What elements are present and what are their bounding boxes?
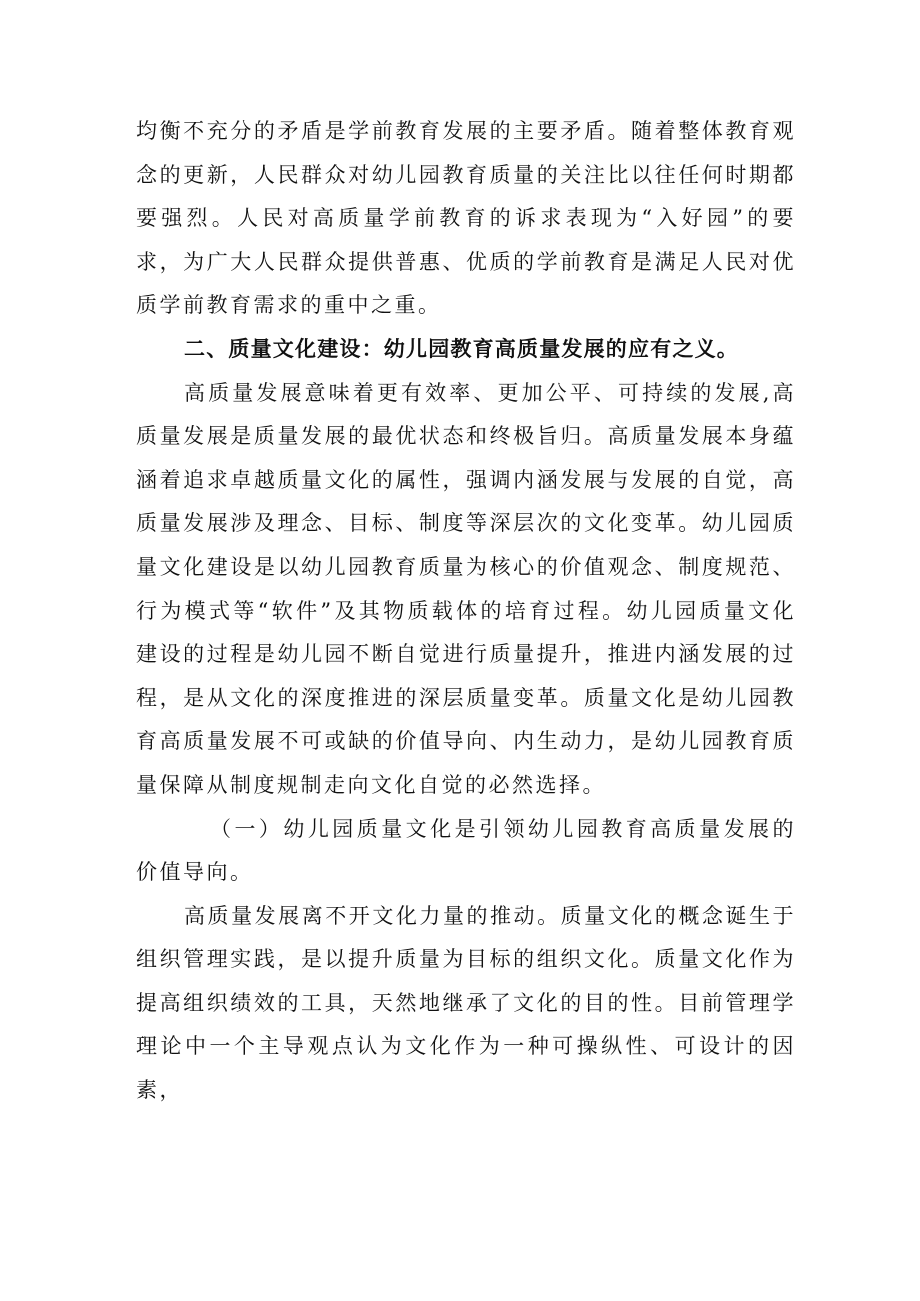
paragraph-continuation: 均衡不充分的矛盾是学前教育发展的主要矛盾。随着整体教育观念的更新，人民群众对幼儿园教育质量的关注比以往任何时期都要强烈。人民对高质量学前教育的诉求表现为“入好园”的要求，为广大人民群众提供普惠、优质的学前教育是满足人民对优质学前教育需求的重中之重。 — [136, 119, 796, 318]
body-paragraph: 高质量发展意味着更有效率、更加公平、可持续的发展,高质量发展是质量发展的最优状态和终极旨归。高质量发展本身蕴涵着追求卓越质量文化的属性，强调内涵发展与发展的自觉，高质量发展涉及理念、目标、制度等深层次的文化变革。幼儿园质量文化建设是以幼儿园教育质量为核心的价值观念、制度规范、行为模式等“软件”及其物质载体的培育过程。幼儿园质量文化建设的过程是幼儿园不断自觉进行质量提升，推进内涵发展的过程，是从文化的深度推进的深层质量变革。质量文化是幼儿园教育高质量发展不可或缺的价值导向、内生动力，是幼儿园教育质量保障从制度规制走向文化自觉的必然选择。 — [136, 380, 796, 797]
subsection-heading: （一）幼儿园质量文化是引领幼儿园教育高质量发展的价值导向。 — [136, 816, 796, 885]
document-body — [136, 110, 796, 1113]
body-paragraph: 高质量发展离不开文化力量的推动。质量文化的概念诞生于组织管理实践，是以提升质量为目标的组织文化。质量文化作为提高组织绩效的工具，天然地继承了文化的目的性。目前管理学理论中一个主导观点认为文化作为一种可操纵性、可设计的因素， — [136, 903, 796, 1103]
section-heading: 二、质量文化建设：幼儿园教育高质量发展的应有之义。 — [184, 336, 739, 361]
